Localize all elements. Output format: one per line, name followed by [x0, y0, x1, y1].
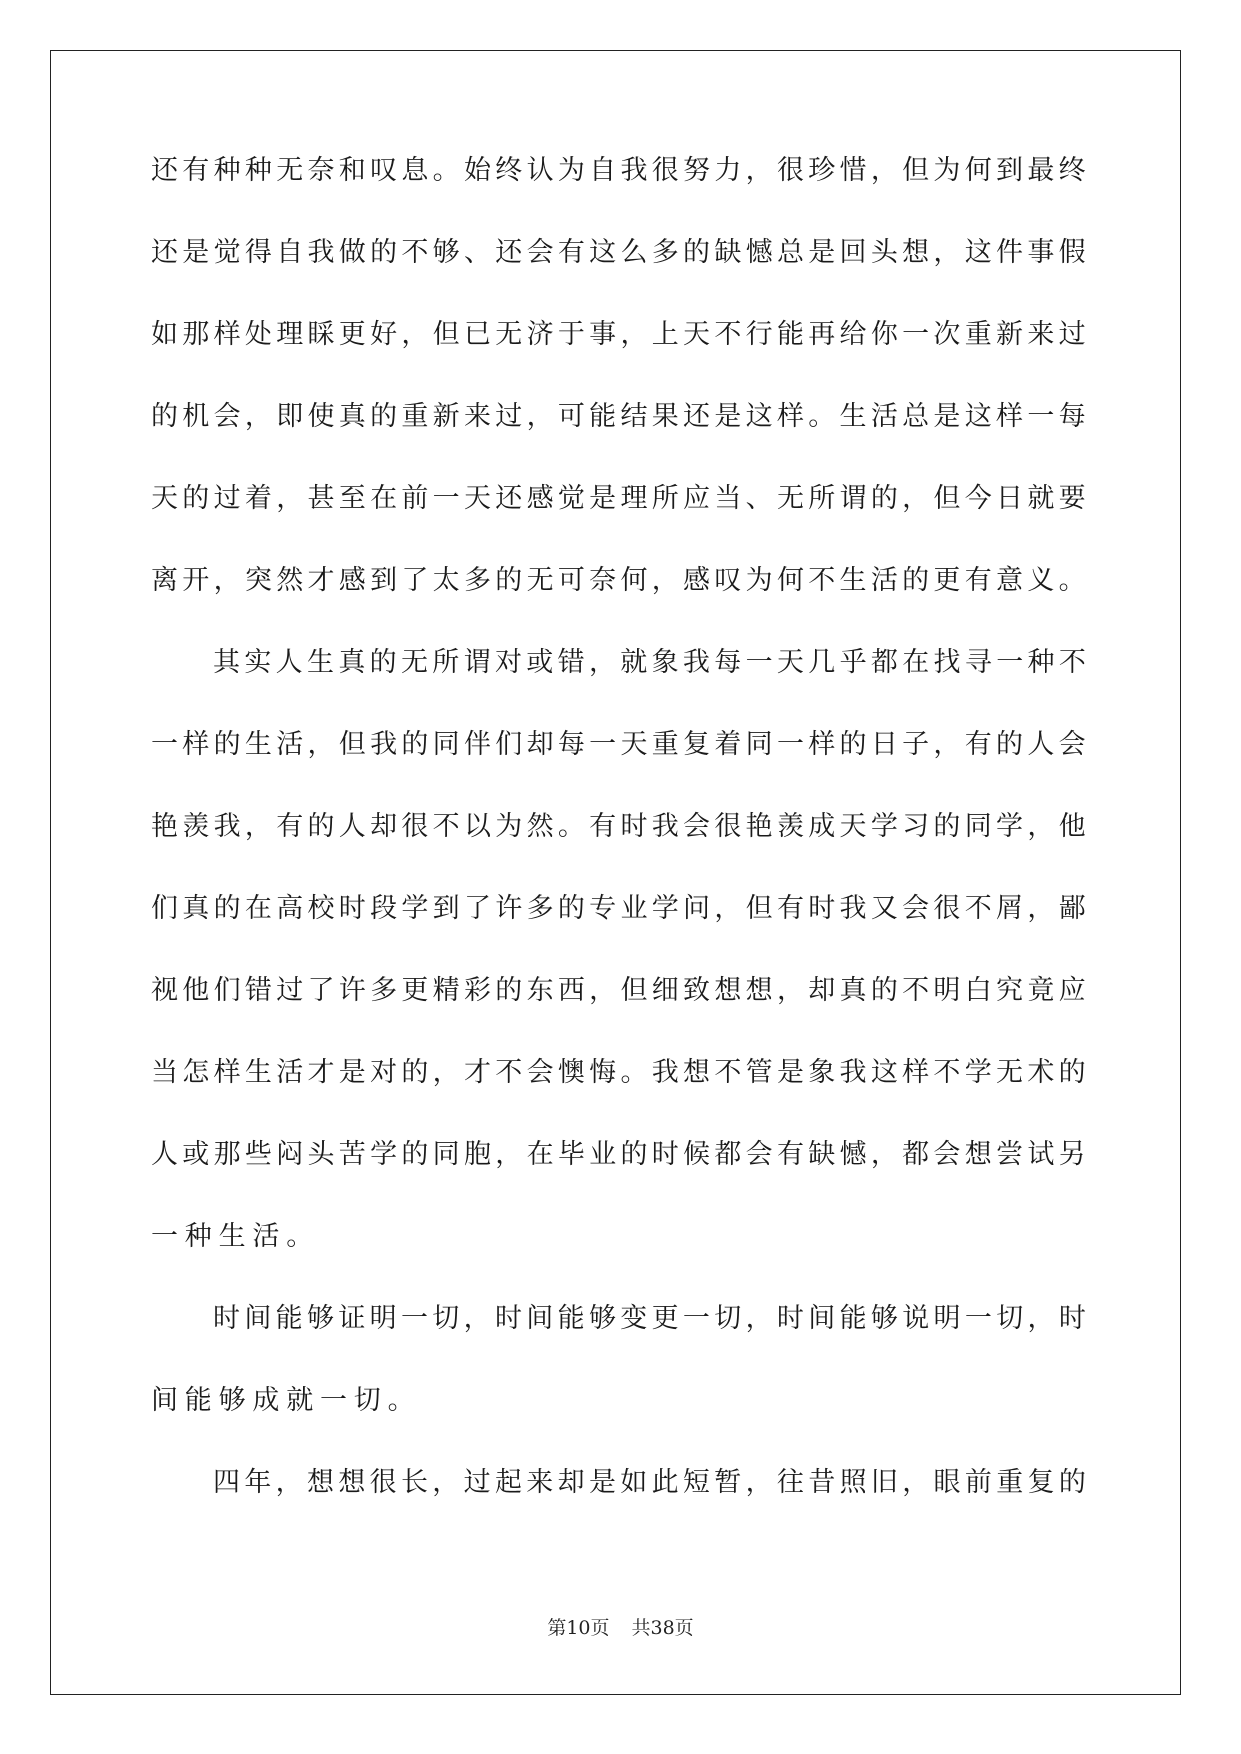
text-line: 一种生活。 — [151, 1221, 320, 1252]
document-body — [151, 153, 1086, 1547]
text-line: 们 真 的 在 高 校 时 段 学 到 了 许 多 的 专 业 学 问 ， 但 有 时 我 又 会 很 不 屑 ， 鄙 — [151, 893, 1086, 924]
text-line: 的 机 会 ， 即 使 真 的 重 新 来 过 ， 可 能 结 果 还 是 这 样 。 生 活 总 是 这 样 一 每 — [151, 401, 1086, 432]
page-number: 第10页 — [547, 1617, 610, 1639]
text-line: 还 是 觉 得 自 我 做 的 不 够 、 还 会 有 这 么 多 的 缺 憾 总 是 回 头 想 ， 这 件 事 假 — [151, 237, 1086, 268]
text-line: 如 那 样 处 理 睬 更 好 ， 但 已 无 济 于 事 ， 上 天 不 行 能 再 给 你 一 次 重 新 来 过 — [151, 319, 1086, 350]
text-line: 视 他 们 错 过 了 许 多 更 精 彩 的 东 西 ， 但 细 致 想 想 ， 却 真 的 不 明 白 究 竟 应 — [151, 975, 1086, 1006]
page-footer — [0, 1616, 1241, 1640]
text-line: 时 间 能 够 证 明 一 切 ， 时 间 能 够 变 更 一 切 ， 时 间 能 够 说 明 一 切 ， 时 — [213, 1303, 1086, 1334]
page-total: 共38页 — [631, 1617, 694, 1639]
text-line: 艳 羡 我 ， 有 的 人 却 很 不 以 为 然 。 有 时 我 会 很 艳 羡 成 天 学 习 的 同 学 ， 他 — [151, 811, 1086, 842]
text-line: 离 开 ， 突 然 才 感 到 了 太 多 的 无 可 奈 何 ， 感 叹 为 何 不 生 活 的 更 有 意 义 。 — [151, 565, 1086, 596]
text-line: 天 的 过 着 ， 甚 至 在 前 一 天 还 感 觉 是 理 所 应 当 、 无 所 谓 的 ， 但 今 日 就 要 — [151, 483, 1086, 514]
text-line: 一 样 的 生 活 ， 但 我 的 同 伴 们 却 每 一 天 重 复 着 同 一 样 的 日 子 ， 有 的 人 会 — [151, 729, 1086, 760]
text-line: 还 有 种 种 无 奈 和 叹 息 。 始 终 认 为 自 我 很 努 力 ， 很 珍 惜 ， 但 为 何 到 最 终 — [151, 155, 1086, 186]
text-line: 间能够成就一切。 — [151, 1385, 422, 1416]
text-line: 人 或 那 些 闷 头 苦 学 的 同 胞 ， 在 毕 业 的 时 候 都 会 有 缺 憾 ， 都 会 想 尝 试 另 — [151, 1139, 1086, 1170]
text-line: 其 实 人 生 真 的 无 所 谓 对 或 错 ， 就 象 我 每 一 天 几 乎 都 在 找 寻 一 种 不 — [213, 647, 1086, 678]
text-line: 四 年 ， 想 想 很 长 ， 过 起 来 却 是 如 此 短 暂 ， 往 昔 照 旧 ， 眼 前 重 复 的 — [213, 1467, 1086, 1498]
text-line: 当 怎 样 生 活 才 是 对 的 ， 才 不 会 懊 悔 。 我 想 不 管 是 象 我 这 样 不 学 无 术 的 — [151, 1057, 1086, 1088]
